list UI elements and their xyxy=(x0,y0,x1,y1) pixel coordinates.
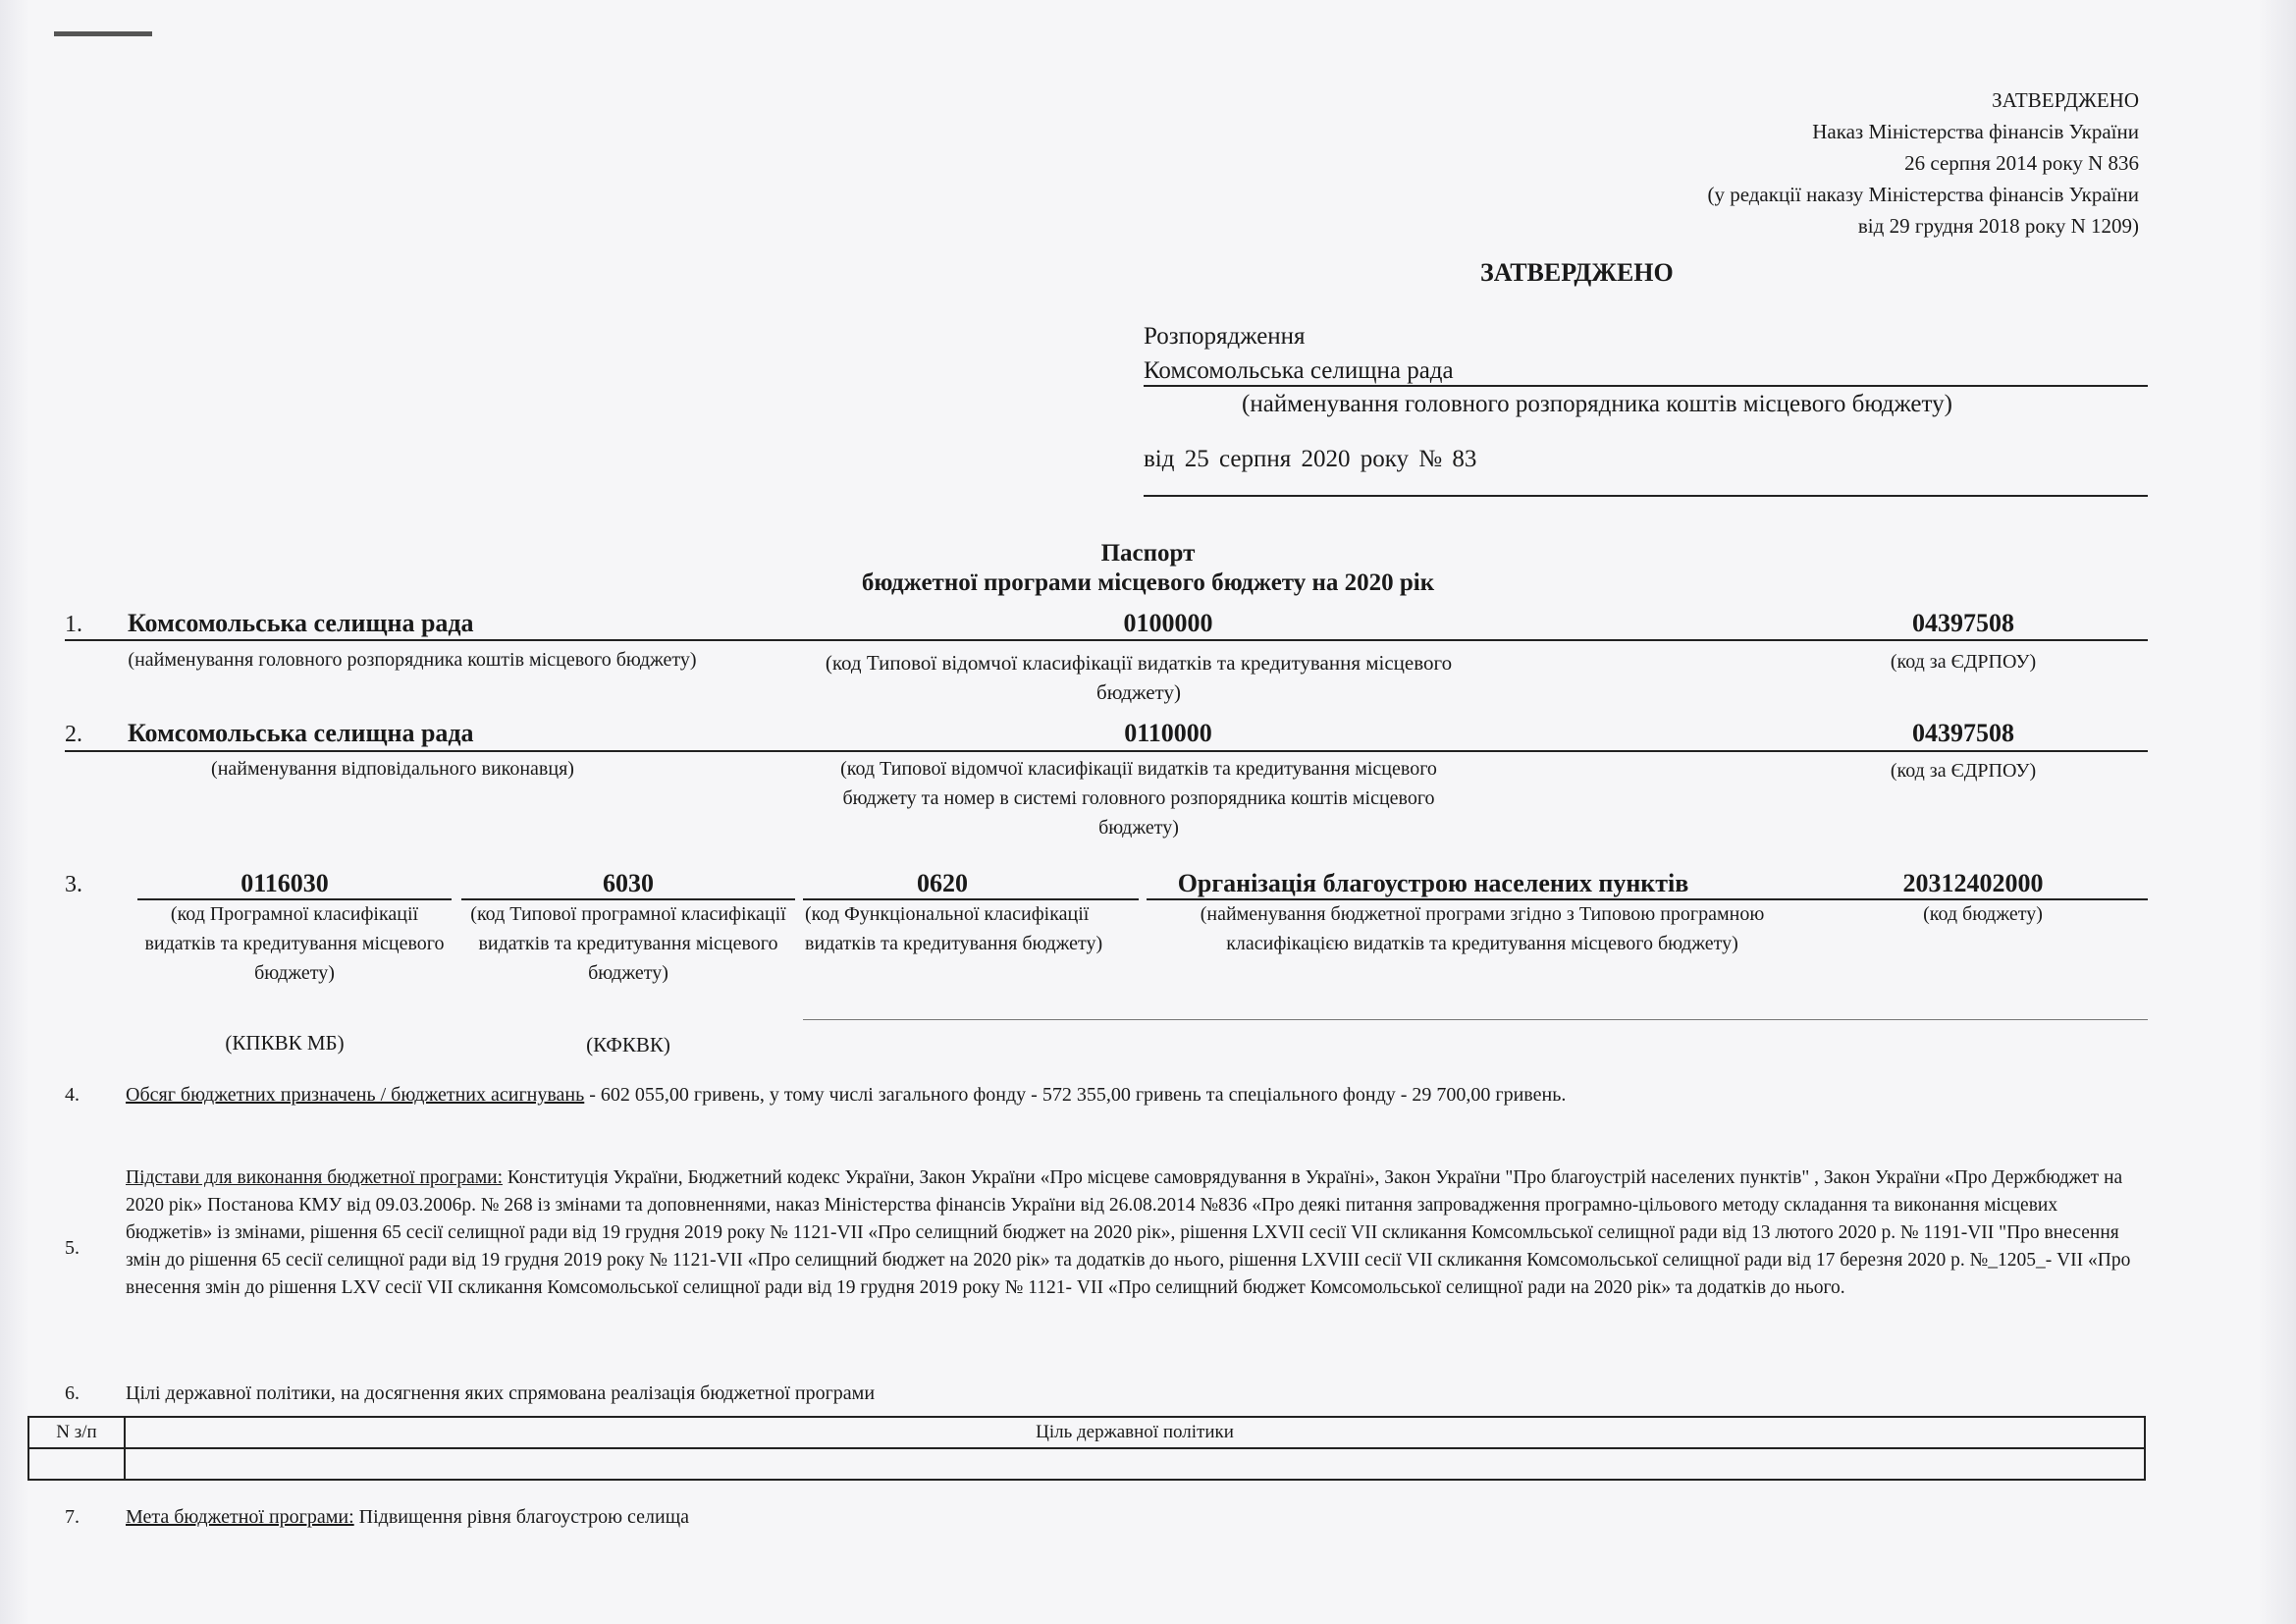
item-1-underline xyxy=(65,639,2148,641)
goals-header-goal: Ціль державної політики xyxy=(125,1417,2145,1448)
authority-name: Комсомольська селищна рада xyxy=(1144,357,1454,384)
item-1-name-caption: (найменування головного розпорядника коштів місцевого бюджету) xyxy=(128,649,697,671)
item-5-value: Конституція України, Бюджетний кодекс України, Закон України «Про місцеве самоврядування в Україні», Закон України "Про благоустрій населених пунктів" , Закон України «Про Держбюджет на 2020 рік» Постанова КМУ від 09.03.2006р. № 268 із змінами та доповненнями, наказ Міністерства фінансів України від 26.08.2014 №836 «Про деякі питання запровадження програмно-цільового методу складання та виконання місцевих бюджетів» із змінами, рішення 65 сесії селищної ради від 19 грудня 2019 року № 1121-VII «Про селищний бюджет на 2020 рік», рішення LXVII сесії VII скликання Комсомльської селищної ради від 13 лютого 2020 р. № 1191-VII "Про внесення змін до рішення 65 сесії селищної ради від 19 грудня 2019 року № 1121-VII «Про селищний бюджет на 2020 рік» та додатків до нього, рішення LXVIII сесії VII скликання Комсомольської селищної ради від 17 березня 2020 р. №_1205_- VII «Про внесення змін до рішення LXV сесії VII скликання Комсомольської селищної ради від 19 грудня 2019 року № 1121- VII «Про селищний бюджет Комсомольської селищної ради на 2020 рік» та додатків до нього. xyxy=(126,1167,2131,1298)
item-4-value: - 602 055,00 гривень, у тому числі загального фонду - 572 355,00 гривень та спеціального фонду - 29 700,00 гривень. xyxy=(584,1084,1567,1106)
goals-empty-cell-2 xyxy=(125,1448,2145,1480)
item-2-code: 0110000 xyxy=(1124,719,1212,747)
item-2-edrpou-caption: (код за ЄДРПОУ) xyxy=(1890,760,2037,782)
order-type: Розпорядження xyxy=(1144,323,1306,350)
order-date-underline xyxy=(1144,495,2148,497)
passport-title: Паспорт xyxy=(1100,540,1196,567)
item-1-code-caption: (код Типової відомчої класифікації видатків та кредитування місцевого бюджету) xyxy=(825,651,1453,704)
item-5-label: Підстави для виконання бюджетної програми: xyxy=(126,1167,504,1188)
item-7-number: 7. xyxy=(65,1506,80,1528)
item-3-budget-code: 20312402000 xyxy=(1902,869,2044,897)
item-3-kpkvk-caption: (код Програмної класифікації видатків та кредитування місцевого бюджету) xyxy=(144,903,445,984)
item-6-text: Цілі державної політики, на досягнення яких спрямована реалізація бюджетної програми xyxy=(126,1382,876,1404)
item-2-underline xyxy=(65,750,2148,752)
item-3-kpkvk: 0116030 xyxy=(240,869,329,897)
item-4-label: Обсяг бюджетних призначень / бюджетних асигнувань xyxy=(126,1084,585,1106)
authority-caption: (найменування головного розпорядника коштів місцевого бюджету) xyxy=(1242,391,1952,417)
item-2-name-caption: (найменування відповідального виконавця) xyxy=(211,758,574,780)
item-2-name: Комсомольська селищна рада xyxy=(128,719,474,747)
item-7-label: Мета бюджетної програми: xyxy=(126,1506,354,1528)
item-1-edrpou: 04397508 xyxy=(1912,609,2014,637)
item-3-kpkvk-abbr: (КПКВК МБ) xyxy=(225,1031,345,1055)
item-3-budget-caption: (код бюджету) xyxy=(1923,903,2043,925)
authority-underline xyxy=(1144,385,2148,387)
item-2-number: 2. xyxy=(65,722,82,747)
item-6-number: 6. xyxy=(65,1382,80,1404)
approved-heading: ЗАТВЕРДЖЕНО xyxy=(1480,258,1674,287)
item-3-fkvk: 0620 xyxy=(917,869,968,897)
approval-order: Наказ Міністерства фінансів України xyxy=(1812,120,2139,143)
item-1-code: 0100000 xyxy=(1123,609,1213,637)
item-1-number: 1. xyxy=(65,612,82,637)
order-date: від 25 серпня 2020 року № 83 xyxy=(1144,446,1477,472)
item-3-program-caption: (найменування бюджетної програми згідно з Типовою програмною класифікацією видатків та кредитування місцевого бюджету) xyxy=(1200,903,1765,954)
approval-edition: (у редакції наказу Міністерства фінансів України xyxy=(1707,183,2139,206)
passport-subtitle: бюджетної програми місцевого бюджету на 2020 рік xyxy=(861,569,1435,596)
punch-mark xyxy=(54,31,152,36)
item-2-code-caption: (код Типової відомчої класифікації видатків та кредитування місцевого бюджету та номер в системі головного розпорядника коштів місцевого бюджету) xyxy=(840,758,1437,839)
approval-edition-date: від 29 грудня 2018 року N 1209) xyxy=(1857,214,2139,238)
item-3-faint-line xyxy=(803,1019,2148,1020)
goals-header-number: N з/п xyxy=(28,1417,125,1448)
approval-header xyxy=(1255,84,2139,242)
approval-date: 26 серпня 2014 року N 836 xyxy=(1904,151,2139,175)
item-1-edrpou-caption: (код за ЄДРПОУ) xyxy=(1890,651,2037,673)
item-3-tpkvk: 6030 xyxy=(603,869,654,897)
item-3-program-name: Організація благоустрою населених пунктів xyxy=(1177,869,1689,897)
item-3-fkvk-caption: (код Функціональної класифікації видатків та кредитування бюджету) xyxy=(805,903,1103,954)
item-1-name: Комсомольська селищна рада xyxy=(128,609,474,637)
goals-empty-cell-1 xyxy=(28,1448,125,1480)
item-3-fkvk-abbr: (КФКВК) xyxy=(586,1033,670,1056)
item-4-number: 4. xyxy=(65,1084,80,1106)
item-3-number: 3. xyxy=(65,872,82,897)
item-5-text xyxy=(126,1164,2148,1302)
item-3-tpkvk-caption: (код Типової програмної класифікації видатків та кредитування місцевого бюджету) xyxy=(470,903,786,984)
item-2-edrpou: 04397508 xyxy=(1912,719,2014,747)
item-4-text xyxy=(126,1080,1566,1110)
policy-goals-table xyxy=(27,1416,2146,1481)
item-7-value: Підвищення рівня благоустрою селища xyxy=(353,1506,690,1528)
item-5-number: 5. xyxy=(65,1237,80,1259)
item-7-text xyxy=(126,1502,689,1532)
approval-title: ЗАТВЕРДЖЕНО xyxy=(1992,88,2139,112)
